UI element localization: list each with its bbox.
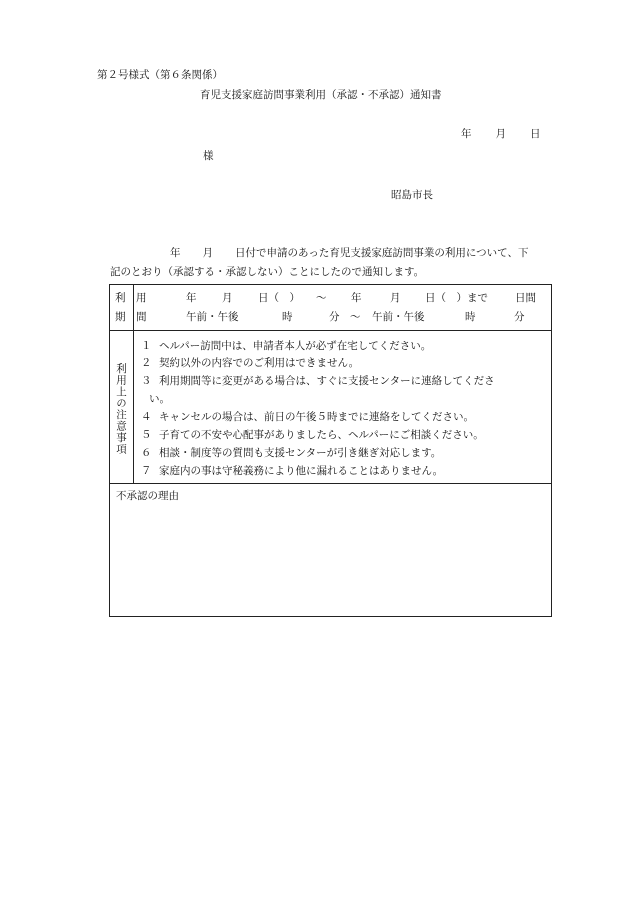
period-range-separator: ～ <box>316 292 327 304</box>
start-minute: 分 <box>329 311 340 323</box>
note-item: ４ キャンセルの場合は、前日の午後５時までに連絡をしてください。 <box>141 411 474 423</box>
body-month: 月 <box>202 247 213 259</box>
note-item: ７ 家庭内の事は守秘義務により他に漏れることはありません。 <box>141 465 444 477</box>
period-label-line2: 期 間 <box>115 311 147 323</box>
period-label-cell <box>110 285 147 331</box>
addressee-honorific: 様 <box>203 150 214 162</box>
end-hour: 時 <box>465 311 476 323</box>
notes-content-cell: １ ヘルパー訪問中は、申請者本人が必ず在宅してください。 ２ 契約以外の内容でのご利用はできません。 ３ 利用期間等に変更がある場合は、すぐに支援センターに連絡してくださ い。 ４ キャンセルの場合は、前日の午後５時までに連絡をしてください。 ５ 子育ての不安や心配事がありましたら、ヘルパーにご相談ください。 ６ 相談・制度等の質問も支援センターが引き継ぎ対応します。 ７ 家庭内の事は守秘義務により他に漏れることはありません。 <box>134 331 552 484</box>
note-item: ６ 相談・制度等の質問も支援センターが引き継ぎ対応します。 <box>141 447 442 459</box>
body-text-line1 <box>170 247 528 260</box>
period-start-month: 月 <box>222 292 233 304</box>
time-range-separator: ～ <box>350 311 361 323</box>
period-end-year: 年 <box>351 292 362 304</box>
notes-label-cell <box>110 331 134 484</box>
period-start-day: 日（ ） <box>258 292 300 304</box>
reason-label: 不承認の理由 <box>116 490 179 502</box>
note-item: １ ヘルパー訪問中は、申請者本人が必ず在宅してください。 <box>141 340 432 352</box>
period-end-day: 日（ ）まで <box>425 292 488 304</box>
period-content-cell <box>134 285 552 331</box>
body-year: 年 <box>170 247 181 259</box>
period-start-year: 年 <box>186 292 197 304</box>
date-day: 日 <box>530 128 541 140</box>
notice-table <box>109 284 552 617</box>
note-item: ５ 子育ての不安や心配事がありましたら、ヘルパーにご相談ください。 <box>141 429 484 441</box>
notes-label: 利用上の注意事項 <box>115 363 127 455</box>
issue-date <box>461 128 541 141</box>
body-text-line2: 記のとおり（承認する・承認しない）ことにしたので通知します。 <box>110 266 425 278</box>
body-text: 日付で申請のあった育児支援家庭訪問事業の利用について、下 <box>235 247 529 259</box>
period-days: 日間 <box>515 292 536 304</box>
start-hour: 時 <box>282 311 293 323</box>
end-ampm: 午前・午後 <box>372 311 425 323</box>
document-title: 育児支援家庭訪問事業利用（承認・不承認）通知書 <box>200 89 442 101</box>
start-ampm: 午前・午後 <box>186 311 239 323</box>
note-item: ２ 契約以外の内容でのご利用はできません。 <box>141 357 360 369</box>
period-label-line1: 利 用 <box>115 292 147 304</box>
date-month: 月 <box>495 128 506 140</box>
end-minute: 分 <box>514 311 525 323</box>
note-item: ３ 利用期間等に変更がある場合は、すぐに支援センターに連絡してくださ <box>141 375 495 387</box>
date-year: 年 <box>461 128 472 140</box>
form-number: 第２号様式（第６条関係） <box>97 69 223 81</box>
issuer: 昭島市長 <box>391 189 433 201</box>
period-end-month: 月 <box>390 292 401 304</box>
reason-cell <box>110 484 552 617</box>
